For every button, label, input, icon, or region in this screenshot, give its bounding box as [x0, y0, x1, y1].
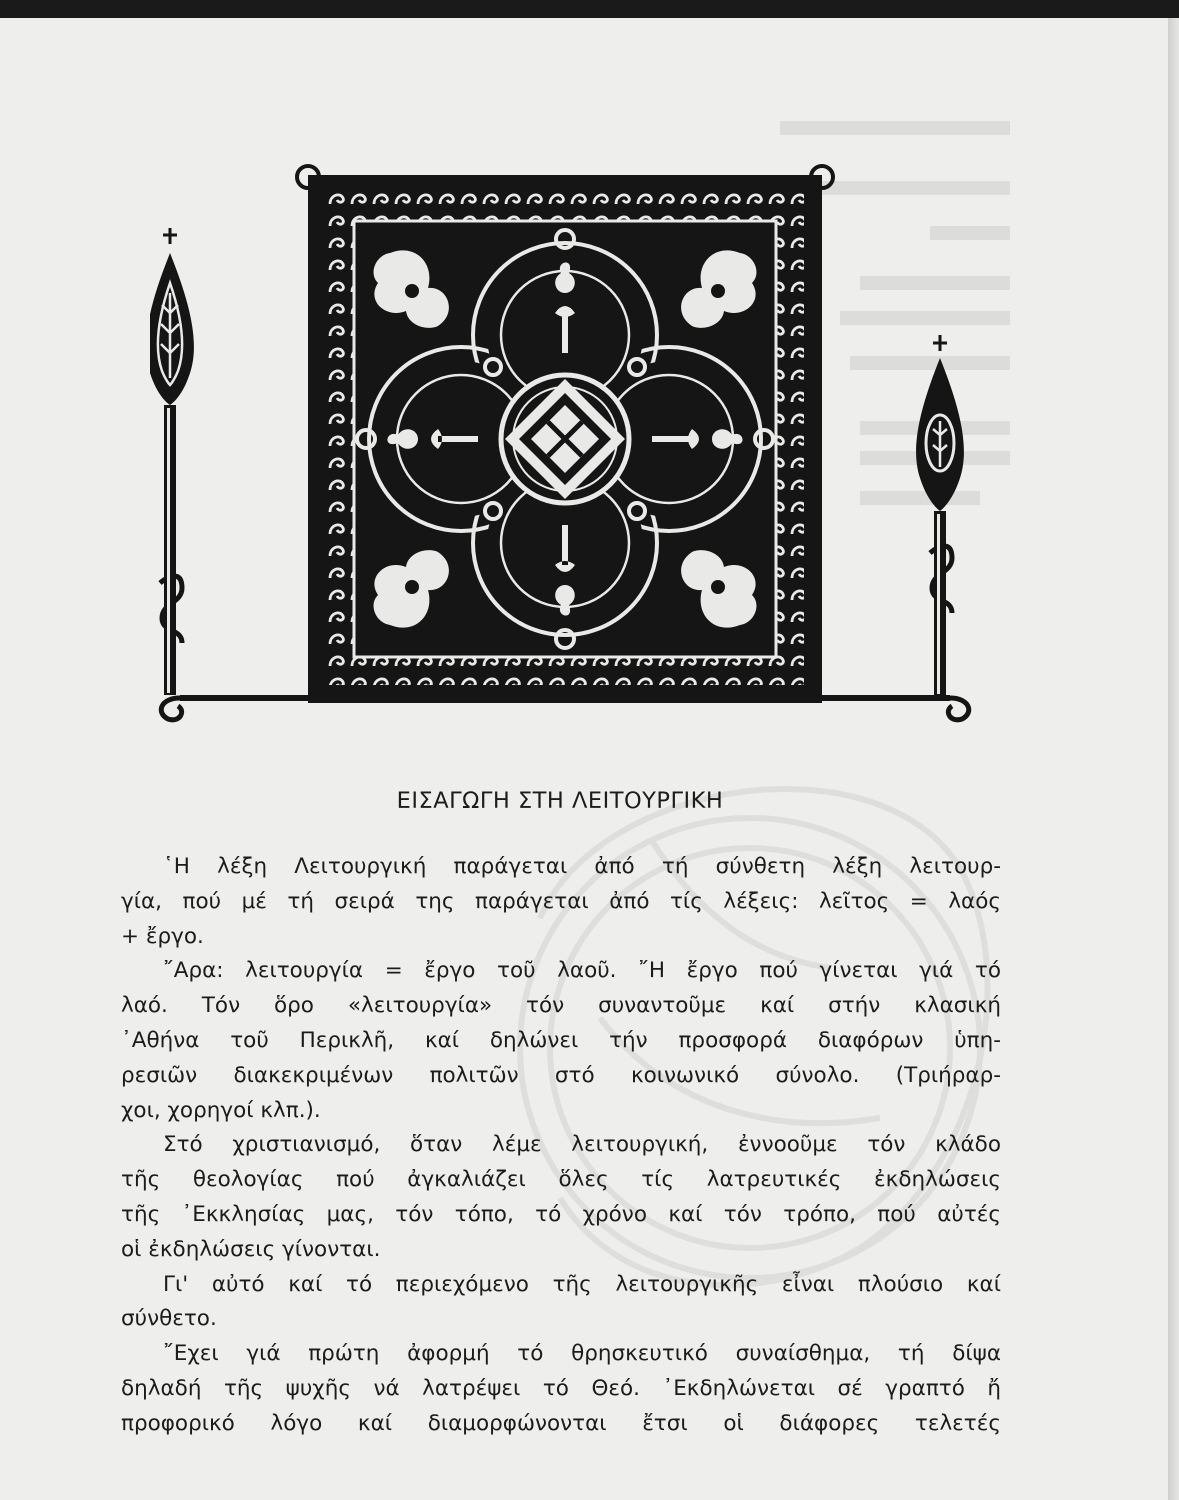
text-line: προφορικό λόγο καί διαμορφώνονται ἔτσι οἱ διάφορες τελετές: [121, 1410, 1001, 1436]
text-line: ῾Η λέξη Λειτουργική παράγεται ἀπό τή σύνθετη λέξη λειτουρ-: [163, 854, 1001, 879]
page-heading: ΕΙΣΑΓΩΓΗ ΣΤΗ ΛΕΙΤΟΥΡΓΙΚΗ: [396, 788, 724, 814]
page: [0, 18, 1168, 1500]
text-line: σύνθετο.: [121, 1306, 217, 1332]
ornamental-headpiece: [150, 143, 980, 723]
page-edge: [1168, 18, 1179, 1500]
text-line: γία, πού μέ τή σειρά της παράγεται ἀπό τίς λέξεις: λεῖτος = λαός: [121, 888, 1001, 914]
text-line: ῎Εχει γιά πρώτη ἀφορμή τό θρησκευτικό συναίσθημα, τή δίψα: [163, 1341, 1001, 1367]
quatrefoil-panel: [308, 175, 822, 703]
text-line: ρεσιῶν διακεκριμένων πολιτῶν στό κοινωνικό σύνολο. (Τριήραρ-: [121, 1062, 1001, 1088]
text-line: λαό. Τόν ὅρο «λειτουργία» τόν συναντοῦμε καί στήν κλασική: [121, 993, 1001, 1019]
text-line: ᾿Αθήνα τοῦ Περικλῆ, καί δηλώνει τήν προσφορά διαφόρων ὑπη-: [121, 1027, 1001, 1053]
text-line: Γι' αὐτό καί τό περιεχόμενο τῆς λειτουργικῆς εἶναι πλούσιο καί: [163, 1271, 1001, 1297]
text-line: + ἔργο.: [121, 923, 204, 949]
text-line: χοι, χορηγοί κλπ.).: [121, 1097, 321, 1123]
text-line: τῆς θεολογίας πού ἀγκαλιάζει ὅλες τίς λατρευτικές ἐκδηλώσεις: [121, 1167, 1001, 1193]
body-text: [121, 850, 1001, 1442]
text-line: ῎Αρα: λειτουργία = ἔργο τοῦ λαοῦ. ῎Η ἔργο πού γίνεται γιά τό: [163, 958, 1001, 984]
text-line: δηλαδή τῆς ψυχῆς νά λατρέψει τό Θεό. ᾿Εκδηλώνεται σέ γραπτό ἤ: [121, 1375, 1001, 1401]
right-finial-icon: [916, 335, 964, 695]
text-line: οἱ ἐκδηλώσεις γίνονται.: [121, 1236, 381, 1262]
text-line: Στό χριστιανισμό, ὅταν λέμε λειτουργική, ἐννοοῦμε τόν κλάδο: [163, 1132, 1001, 1158]
text-line: τῆς ᾿Εκκλησίας μας, τόν τόπο, τό χρόνο καί τόν τρόπο, πού αὐτές: [121, 1201, 1001, 1227]
left-finial-icon: [150, 228, 194, 695]
